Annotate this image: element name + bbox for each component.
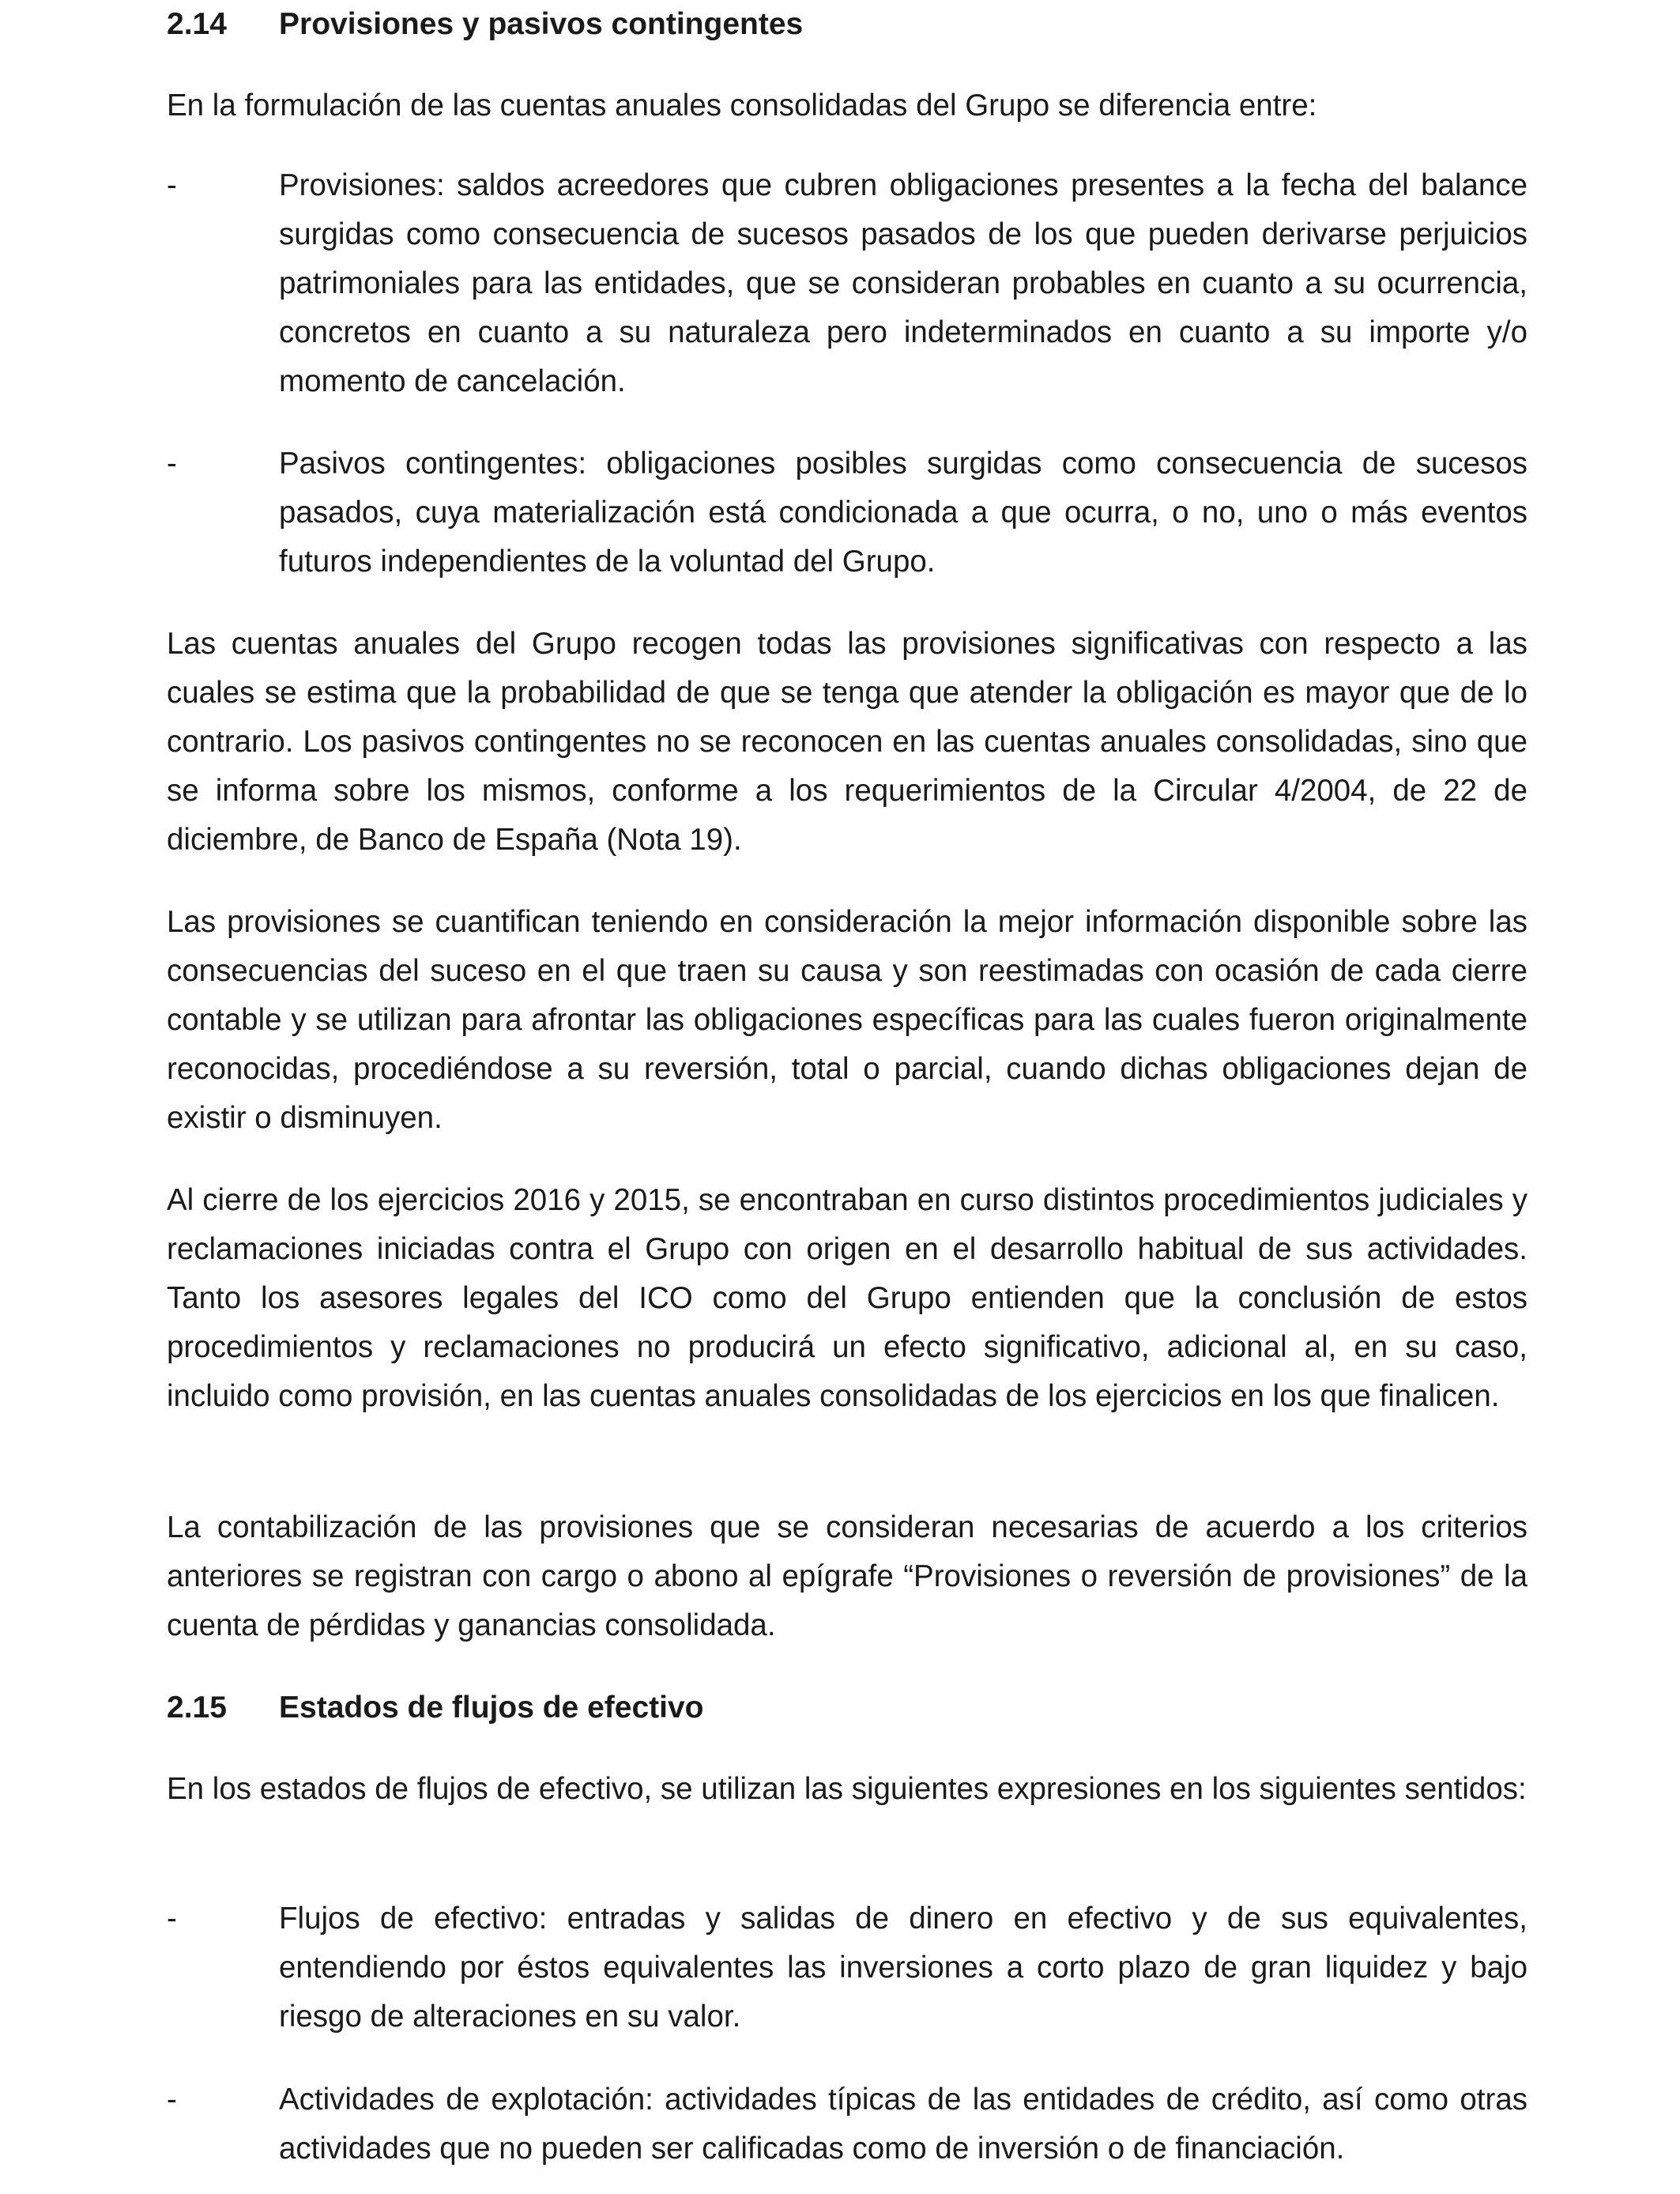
paragraph-cuantificacion: Las provisiones se cuantifican teniendo en consideración la mejor información disponible sobre las consecuencias del suceso en el que traen su causa y son reestimadas con ocasión de cada cierre contable y se utilizan para afrontar las obligaciones específicas para las cuales fueron originalmente reconocidas, procediéndose a su reversión, total o parcial, cuando dichas obligaciones dejan de existir o disminuyen. (167, 905, 1527, 1135)
section-heading-2-14 (167, 0, 1527, 49)
section-number: 2.15 (167, 1691, 227, 1725)
bullet-text: Pasivos contingentes: obligaciones posibles surgidas como consecuencia de sucesos pasados, cuya materialización está condicionada a que ocurra, o no, uno o más eventos futuros independientes de la voluntad del Grupo. (279, 447, 1527, 579)
bullet-dash: - (167, 2083, 177, 2117)
bullet-text: Provisiones: saldos acreedores que cubren obligaciones presentes a la fecha del balance surgidas como consecuencia de sucesos pasados de los que pueden derivarse perjuicios patrimoniales para las entidades, que se consideran probables en cuanto a su ocurrencia, concretos en cuanto a su naturaleza pero indeterminados en cuanto a su importe y/o momento de cancelación. (279, 168, 1527, 398)
bullet-actividades-de-explotacion (167, 2075, 1527, 2173)
intro-paragraph-2-15: En los estados de flujos de efectivo, se utilizan las siguientes expresiones en los siguientes sentidos: (167, 1772, 1527, 1806)
bullet-dash: - (167, 168, 177, 202)
bullet-dash: - (167, 447, 177, 481)
paragraph-provisiones-significativas: Las cuentas anuales del Grupo recogen todas las provisiones significativas con respecto a las cuales se estima que la probabilidad de que se tenga que atender la obligación es mayor que de lo contrario. Los pasivos contingentes no se reconocen en las cuentas anuales consolidadas, sino que se informa sobre los mismos, conforme a los requerimientos de la Circular 4/2004, de 22 de diciembre, de Banco de España (Nota 19). (167, 627, 1527, 857)
bullet-provisiones (167, 161, 1527, 406)
bullet-pasivos-contingentes (167, 439, 1527, 586)
bullet-dash: - (167, 1902, 177, 1936)
section-title: Estados de flujos de efectivo (279, 1691, 704, 1725)
bullet-text: Flujos de efectivo: entradas y salidas de dinero en efectivo y de sus equivalentes, entendiendo por éstos equivalentes las inversiones a corto plazo de gran liquidez y bajo riesgo de alteraciones en su valor. (279, 1902, 1527, 2034)
section-heading-2-15 (167, 1683, 1527, 1732)
section-number: 2.14 (167, 7, 227, 41)
intro-paragraph-2-14: En la formulación de las cuentas anuales consolidadas del Grupo se diferencia entre: (167, 89, 1317, 123)
paragraph-procedimientos-judiciales: Al cierre de los ejercicios 2016 y 2015, se encontraban en curso distintos procedimientos judiciales y reclamaciones iniciadas contra el Grupo con origen en el desarrollo habitual de sus actividades. Tanto los asesores legales del ICO como del Grupo entienden que la conclusión de estos procedimientos y reclamaciones no producirá un efecto significativo, adicional al, en su caso, incluido como provisión, en las cuentas anuales consolidadas de los ejercicios en los que finalicen. (167, 1183, 1527, 1413)
section-title: Provisiones y pasivos contingentes (279, 7, 804, 41)
bullet-text: Actividades de explotación: actividades típicas de las entidades de crédito, así como otras actividades que no pueden ser calificadas como de inversión o de financiación. (279, 2083, 1527, 2166)
bullet-flujos-de-efectivo (167, 1894, 1527, 2041)
paragraph-contabilizacion: La contabilización de las provisiones que se consideran necesarias de acuerdo a los criterios anteriores se registran con cargo o abono al epígrafe “Provisiones o reversión de provisiones” de la cuenta de pérdidas y ganancias consolidada. (167, 1510, 1527, 1642)
